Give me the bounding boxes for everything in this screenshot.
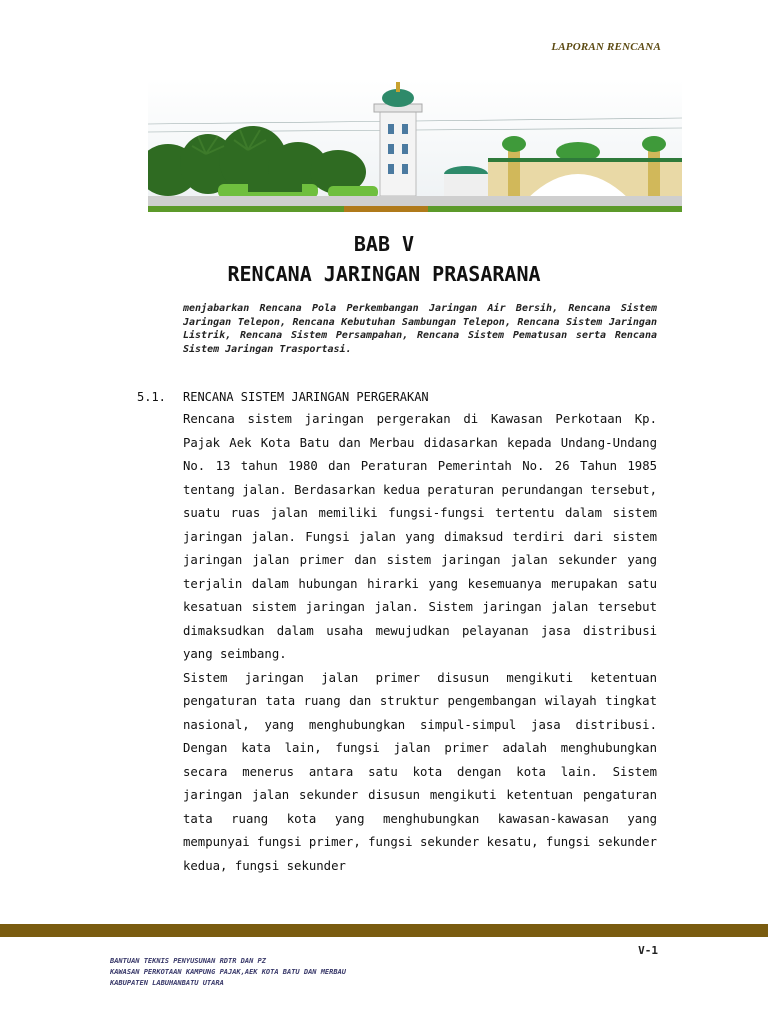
section-number: 5.1. (137, 390, 166, 404)
chapter-abstract: menjabarkan Rencana Pola Perkembangan Jaringan Air Bersih, Rencana Sistem Jaringan Telepon, Rencana Kebutuhan Sambungan Telepon, Rencana Sistem Jaringan Listrik, Rencana Sistem Persampahan, Rencana Sistem Pematusan serta Rencana Sistem Jaringan Trasportasi. (183, 303, 657, 355)
footer-rule (0, 924, 768, 937)
chapter-title: RENCANA JARINGAN PRASARANA (227, 262, 541, 286)
footer-line: BANTUAN TEKNIS PENYUSUNAN RDTR DAN PZ (110, 957, 266, 965)
footer-line: KABUPATEN LABUHANBATU UTARA (110, 979, 224, 987)
footer-line: KAWASAN PERKOTAAN KAMPUNG PAJAK,AEK KOTA BATU DAN MERBAU (110, 968, 347, 976)
chapter-number: BAB V (353, 232, 415, 256)
section-body (183, 408, 657, 878)
body-paragraph: Sistem jaringan jalan primer disusun mengikuti ketentuan pengaturan tata ruang dan struktur pengembangan wilayah tingkat nasional, yang menghubungkan simpul-simpul jasa distribusi. Dengan kata lain, fungsi jalan primer adalah menghubungkan secara menerus antara satu kota dengan kota lain. Sistem jaringan jalan sekunder disusun mengikuti ketentuan pengaturan tata ruang kota yang menghubungkan kawasan-kawasan yang mempunyai fungsi primer, fungsi sekunder kesatu, fungsi sekunder kedua, fungsi sekunder (183, 670, 657, 873)
page-number: V-1 (638, 944, 658, 957)
footer-note (110, 956, 510, 989)
running-header: LAPORAN RENCANA (551, 41, 661, 53)
body-paragraph: Rencana sistem jaringan pergerakan di Kawasan Perkotaan Kp. Pajak Aek Kota Batu dan Merbau didasarkan kepada Undang-Undang No. 13 tahun 1980 dan Peraturan Pemerintah No. 26 Tahun 1985 tentang jalan. Berdasarkan kedua peraturan perundangan tersebut, suatu ruas jalan memiliki fungsi-fungsi tertentu dalam sistem jaringan jalan. Fungsi jalan yang dimaksud terdiri dari sistem jaringan jalan primer dan sistem jaringan jalan sekunder yang terjalin dalam hubungan hirarki yang kesemuanya merupakan satu kesatuan sistem jaringan jalan. Sistem jaringan jalan tersebut dimaksudkan dalam usaha mewujudkan pelayanan jasa distribusi yang seimbang. (183, 412, 657, 661)
mosque-banner-image (148, 80, 682, 214)
section-heading: RENCANA SISTEM JARINGAN PERGERAKAN (183, 390, 429, 404)
